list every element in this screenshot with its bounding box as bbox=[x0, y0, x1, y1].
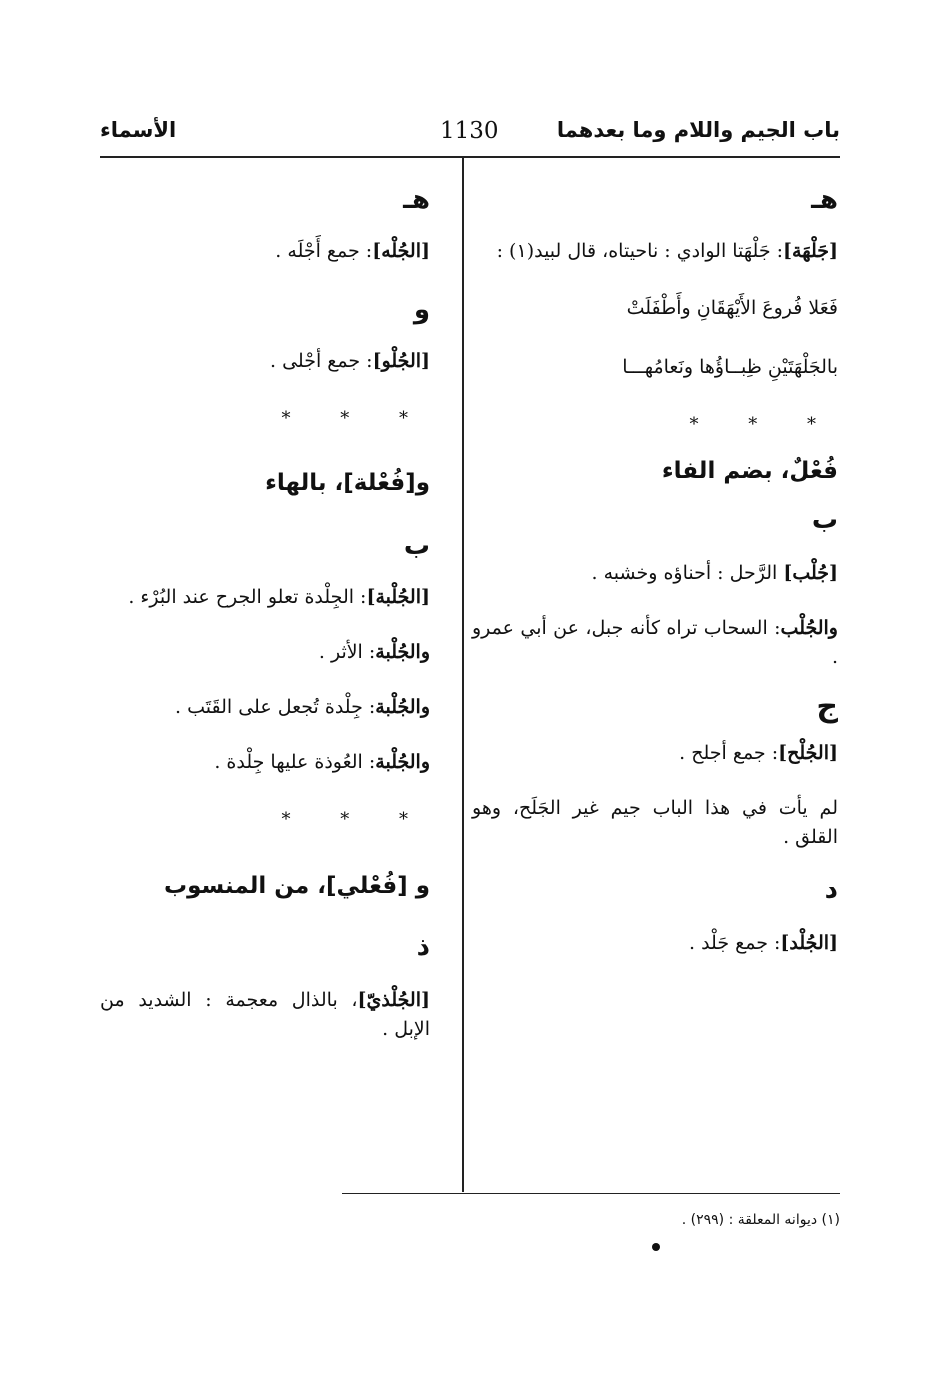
verse-line: بالجَلْهَتَيْنِ ظِبــاؤُها ونَعامُهـــا bbox=[622, 356, 838, 378]
footnote: (١) ديوانه المعلقة : (٢٩٩) . bbox=[681, 1212, 840, 1228]
letter-heading: هـ bbox=[403, 185, 430, 215]
column-divider bbox=[462, 158, 464, 1192]
letter-heading: ج bbox=[816, 689, 838, 724]
entry-text: : جمع أجلح . bbox=[679, 742, 779, 764]
entry-text: : السحاب تراه كأنه جبل، عن أبي عمرو . bbox=[472, 617, 838, 668]
entry-text: : العُوذة عليها جِلْدة . bbox=[214, 751, 376, 773]
entry-julb-2 bbox=[472, 614, 838, 672]
entry-term: [الجُلْو] bbox=[372, 350, 430, 372]
letter-heading: ب bbox=[811, 505, 838, 535]
section-separator: * * * bbox=[689, 414, 838, 435]
right-column bbox=[472, 180, 838, 958]
section-separator: * * * bbox=[281, 809, 430, 830]
entry-julw bbox=[100, 347, 430, 376]
section-separator: * * * bbox=[281, 408, 430, 429]
entry-term: والجُلْبة bbox=[375, 751, 430, 773]
letter-heading: ب bbox=[403, 531, 430, 561]
entry-text: : جمع أجْلى . bbox=[270, 350, 373, 372]
entry-julb bbox=[472, 559, 838, 588]
letter-heading: د bbox=[824, 875, 838, 905]
entry-term: [الجُلْبة] bbox=[366, 586, 430, 608]
entry-term: [جُلْب] bbox=[783, 562, 838, 584]
entry-text: : الأثر . bbox=[318, 641, 376, 663]
entry-julba-1 bbox=[100, 583, 430, 612]
letter-heading: هـ bbox=[811, 185, 838, 215]
entry-term: والجُلْبة bbox=[375, 696, 430, 718]
note-jim: لم يأت في هذا الباب جيم غير الجَلَح، وهو القلق . bbox=[472, 797, 838, 848]
letter-heading: ذ bbox=[416, 932, 430, 962]
section-heading: فُعْلٌ، بضم الفاء bbox=[661, 458, 838, 484]
chapter-title: باب الجيم واللام وما بعدهما bbox=[556, 118, 840, 142]
entry-text: ، بالذال معجمة : الشديد من الإبل . bbox=[100, 989, 430, 1040]
header-rule bbox=[100, 156, 840, 158]
entry-julba-2 bbox=[100, 638, 430, 667]
ink-dot bbox=[652, 1243, 660, 1251]
entry-term: والجُلْب bbox=[780, 617, 838, 639]
section-heading: و [فُعْلي]، من المنسوب bbox=[164, 873, 430, 899]
entry-term: [الجُلْد] bbox=[780, 932, 838, 954]
entry-julba-4 bbox=[100, 748, 430, 777]
entry-term: والجُلْبة bbox=[375, 641, 430, 663]
entry-text: : جَلْهَتا الوادي : ناحيتاه، قال لبيد(١) : bbox=[496, 240, 784, 262]
section-title: الأسماء bbox=[100, 118, 177, 142]
left-column bbox=[100, 180, 430, 1044]
entry-text: : جِلْدة تُجعل على القَتَب . bbox=[175, 696, 376, 718]
entry-juldhi bbox=[100, 986, 430, 1044]
entry-term: [الجُلْه] bbox=[372, 240, 430, 262]
footnote-rule bbox=[342, 1193, 840, 1194]
entry-term: [جَلْهَة] bbox=[783, 240, 838, 262]
letter-heading: و bbox=[413, 295, 430, 325]
entry-text: : جمع أَجْلَه . bbox=[275, 240, 373, 262]
entry-julba-3 bbox=[100, 693, 430, 722]
entry-juld bbox=[472, 929, 838, 958]
verse-line: فَعَلا فُروعَ الأَيْهَقَانِ وأَطْفَلَتْ bbox=[626, 297, 838, 319]
entry-julh bbox=[100, 237, 430, 266]
entry-julh bbox=[472, 739, 838, 768]
page-number: 1130 bbox=[440, 118, 499, 144]
entry-text: : جمع جَلْد . bbox=[689, 932, 781, 954]
entry-text: : الجِلْدة تعلو الجرح عند البُرْء . bbox=[128, 586, 367, 608]
section-heading: و[فُعْلة]، بالهاء bbox=[265, 470, 430, 496]
entry-text: الرَّحل : أحناؤه وخشبه . bbox=[591, 562, 784, 584]
entry-term: [الجُلْح] bbox=[778, 742, 838, 764]
entry-jalha bbox=[472, 237, 838, 266]
entry-term: [الجُلْذيّ] bbox=[357, 989, 430, 1011]
